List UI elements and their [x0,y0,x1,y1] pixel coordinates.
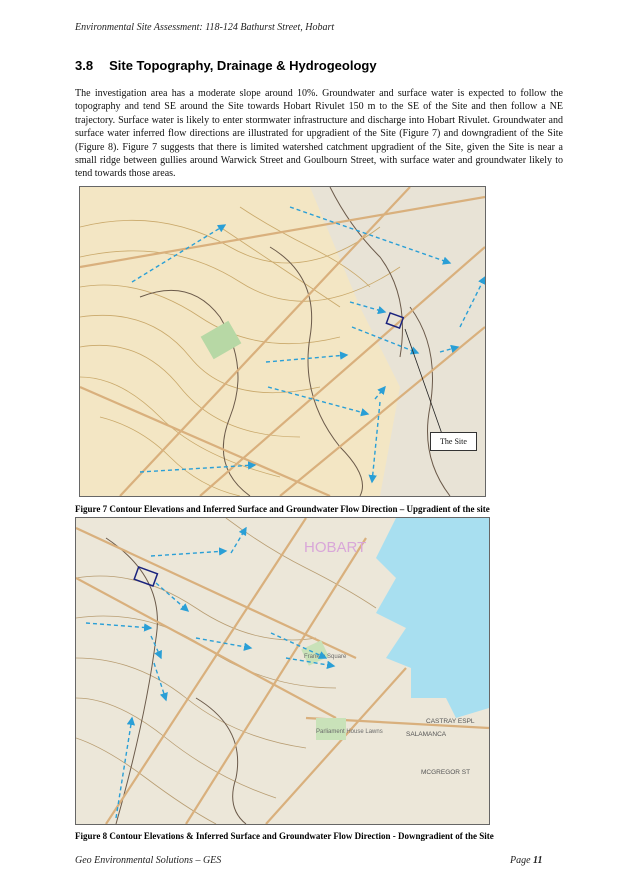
section-number: 3.8 [75,58,94,73]
footer-page [510,855,543,866]
footer-left: Geo Environmental Solutions – GES [75,855,222,866]
figure-7-map [79,186,486,497]
figure-7-map-graphic [80,187,485,496]
figure-8-map [75,517,490,825]
footer-page-number: 11 [533,855,543,866]
section-paragraph: The investigation area has a moderate slope around 10%. Groundwater and surface water is expected to follow the topography and tend SE around the Site towards Hobart Rivulet 150 m to the SE of the Site and then follow a NE trajectory. Surface water is likely to enter stormwater infrastructure and discharge into Hobart Rivulet. Groundwater and surface water inferred flow directions are illustrated for upgradient of the Site (Figure 7) and downgradient of the Site (Figure 8). Figure 7 suggests that there is limited watershed catchment upgradient of the Site, given the Site is near a small ridge between gullies around Warwick Street and Goulbourn Street, with surface water and groundwater likely to tend towards those areas. [75,88,563,180]
label-hobart: HOBART [304,539,367,556]
label-castray: CASTRAY ESPL [426,718,475,725]
figure-8-map-graphic [76,518,489,824]
label-franklin: Franklin Square [304,654,347,660]
footer-page-label: Page [510,855,531,866]
label-parliament: Parliament House Lawns [316,729,383,735]
label-mcgregor: MCGREGOR ST [421,769,471,776]
site-label: The Site [430,432,477,451]
label-salamanca: SALAMANCA [406,731,447,738]
section-title [75,58,377,73]
figure-8-caption: Figure 8 Contour Elevations & Inferred Surface and Groundwater Flow Direction - Downgradient of the Site [75,831,494,841]
running-head: Environmental Site Assessment: 118-124 Bathurst Street, Hobart [75,22,335,33]
section-title-text: Site Topography, Drainage & Hydrogeology [109,58,377,73]
figure-7-caption: Figure 7 Contour Elevations and Inferred Surface and Groundwater Flow Direction – Upgradient of the site [75,504,490,514]
